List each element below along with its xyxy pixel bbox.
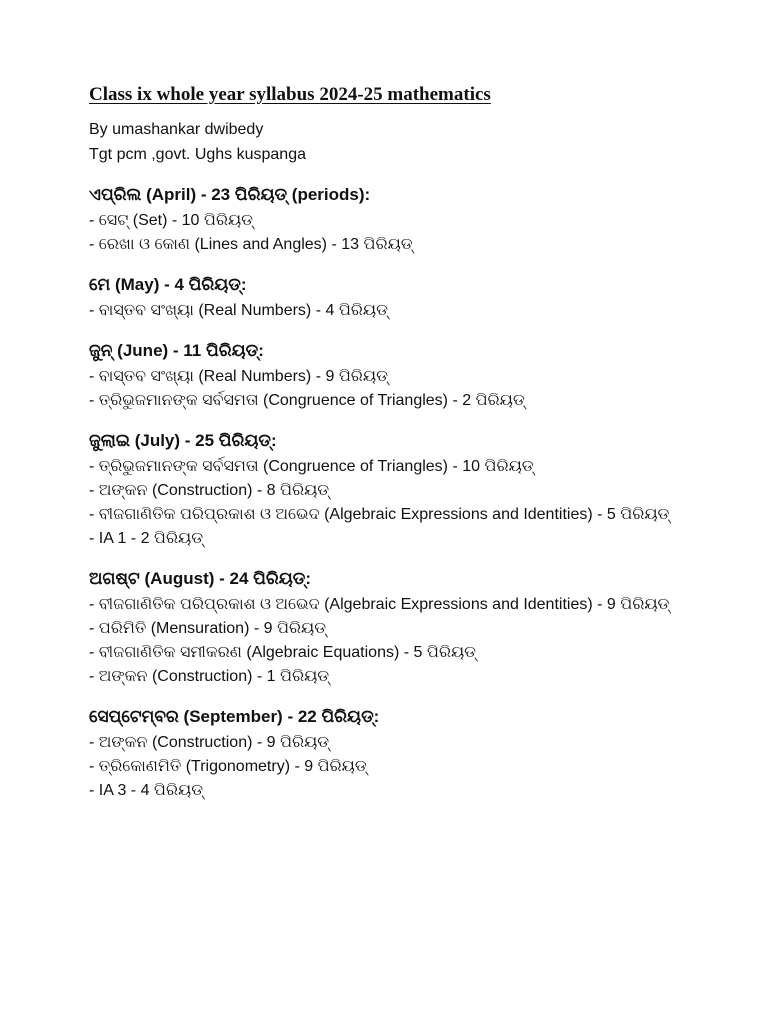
author-line: By umashankar dwibedy bbox=[89, 121, 264, 138]
syllabus-entry: - ବାସ୍ତବ ସଂଖ୍ୟା (Real Numbers) - 9 ପିରିୟଡ୍ bbox=[89, 368, 388, 385]
syllabus-entry: - ଅଙ୍କନ (Construction) - 1 ପିରିୟଡ୍ bbox=[89, 668, 330, 685]
syllabus-entry: - ପରିମିତି (Mensuration) - 9 ପିରିୟଡ୍ bbox=[89, 620, 327, 637]
designation-line: Tgt pcm ,govt. Ughs kuspanga bbox=[89, 146, 306, 163]
month-heading: ଅଗଷ୍ଟ (August) - 24 ପିରିୟଡ୍: bbox=[89, 569, 312, 588]
syllabus-entry: - ବୀଜଗାଣିତିକ ପରିପ୍ରକାଶ ଓ ଅଭେଦ (Algebraic Expressions and Identities) - 5 ପିରିୟଡ୍ bbox=[89, 506, 670, 523]
month-section-may bbox=[89, 271, 689, 323]
month-section-august bbox=[89, 565, 689, 689]
month-heading: ଜୁଲାଇ (July) - 25 ପିରିୟଡ୍: bbox=[89, 431, 277, 450]
syllabus-entry: - ରେଖା ଓ କୋଣ (Lines and Angles) - 13 ପିରିୟଡ୍ bbox=[89, 236, 413, 253]
syllabus-entry: - ତ୍ରିଭୁଜମାନଙ୍କ ସର୍ବସମତା (Congruence of Triangles) - 2 ପିରିୟଡ୍ bbox=[89, 392, 525, 409]
syllabus-entry: - ତ୍ରିଭୁଜମାନଙ୍କ ସର୍ବସମତା (Congruence of Triangles) - 10 ପିରିୟଡ୍ bbox=[89, 458, 534, 475]
syllabus-entry: - ତ୍ରିକୋଣମିତି (Trigonometry) - 9 ପିରିୟଡ୍ bbox=[89, 758, 367, 775]
month-section-june bbox=[89, 337, 689, 413]
month-heading: ଏପ୍ରିଲ (April) - 23 ପିରିୟଡ୍ (periods): bbox=[89, 185, 371, 204]
syllabus-entry: - ଅଙ୍କନ (Construction) - 8 ପିରିୟଡ୍ bbox=[89, 482, 330, 499]
month-section-september bbox=[89, 703, 689, 803]
syllabus-entry: - ସେଟ୍ (Set) - 10 ପିରିୟଡ୍ bbox=[89, 212, 254, 229]
syllabus-entry: - ଅଙ୍କନ (Construction) - 9 ପିରିୟଡ୍ bbox=[89, 734, 330, 751]
syllabus-entry: - ବୀଜଗାଣିତିକ ସମୀକରଣ (Algebraic Equations) - 5 ପିରିୟଡ୍ bbox=[89, 644, 477, 661]
month-section-april bbox=[89, 181, 689, 257]
syllabus-entry: - ବୀଜଗାଣିତିକ ପରିପ୍ରକାଶ ଓ ଅଭେଦ (Algebraic Expressions and Identities) - 9 ପିରିୟଡ୍ bbox=[89, 596, 670, 613]
monthly-syllabus-list bbox=[89, 181, 689, 803]
month-heading: ସେପ୍ଟେମ୍ବର (September) - 22 ପିରିୟଡ୍: bbox=[89, 707, 380, 726]
month-section-july bbox=[89, 427, 689, 551]
document-page bbox=[89, 84, 689, 803]
syllabus-entry: - IA 3 - 4 ପିରିୟଡ୍ bbox=[89, 782, 204, 799]
syllabus-entry: - IA 1 - 2 ପିରିୟଡ୍ bbox=[89, 530, 204, 547]
document-title: Class ix whole year syllabus 2024-25 mathematics bbox=[89, 84, 491, 105]
month-heading: ମେ (May) - 4 ପିରିୟଡ୍: bbox=[89, 275, 247, 294]
month-heading: ଜୁନ୍ (June) - 11 ପିରିୟଡ୍: bbox=[89, 341, 264, 360]
syllabus-entry: - ବାସ୍ତବ ସଂଖ୍ୟା (Real Numbers) - 4 ପିରିୟଡ୍ bbox=[89, 302, 388, 319]
